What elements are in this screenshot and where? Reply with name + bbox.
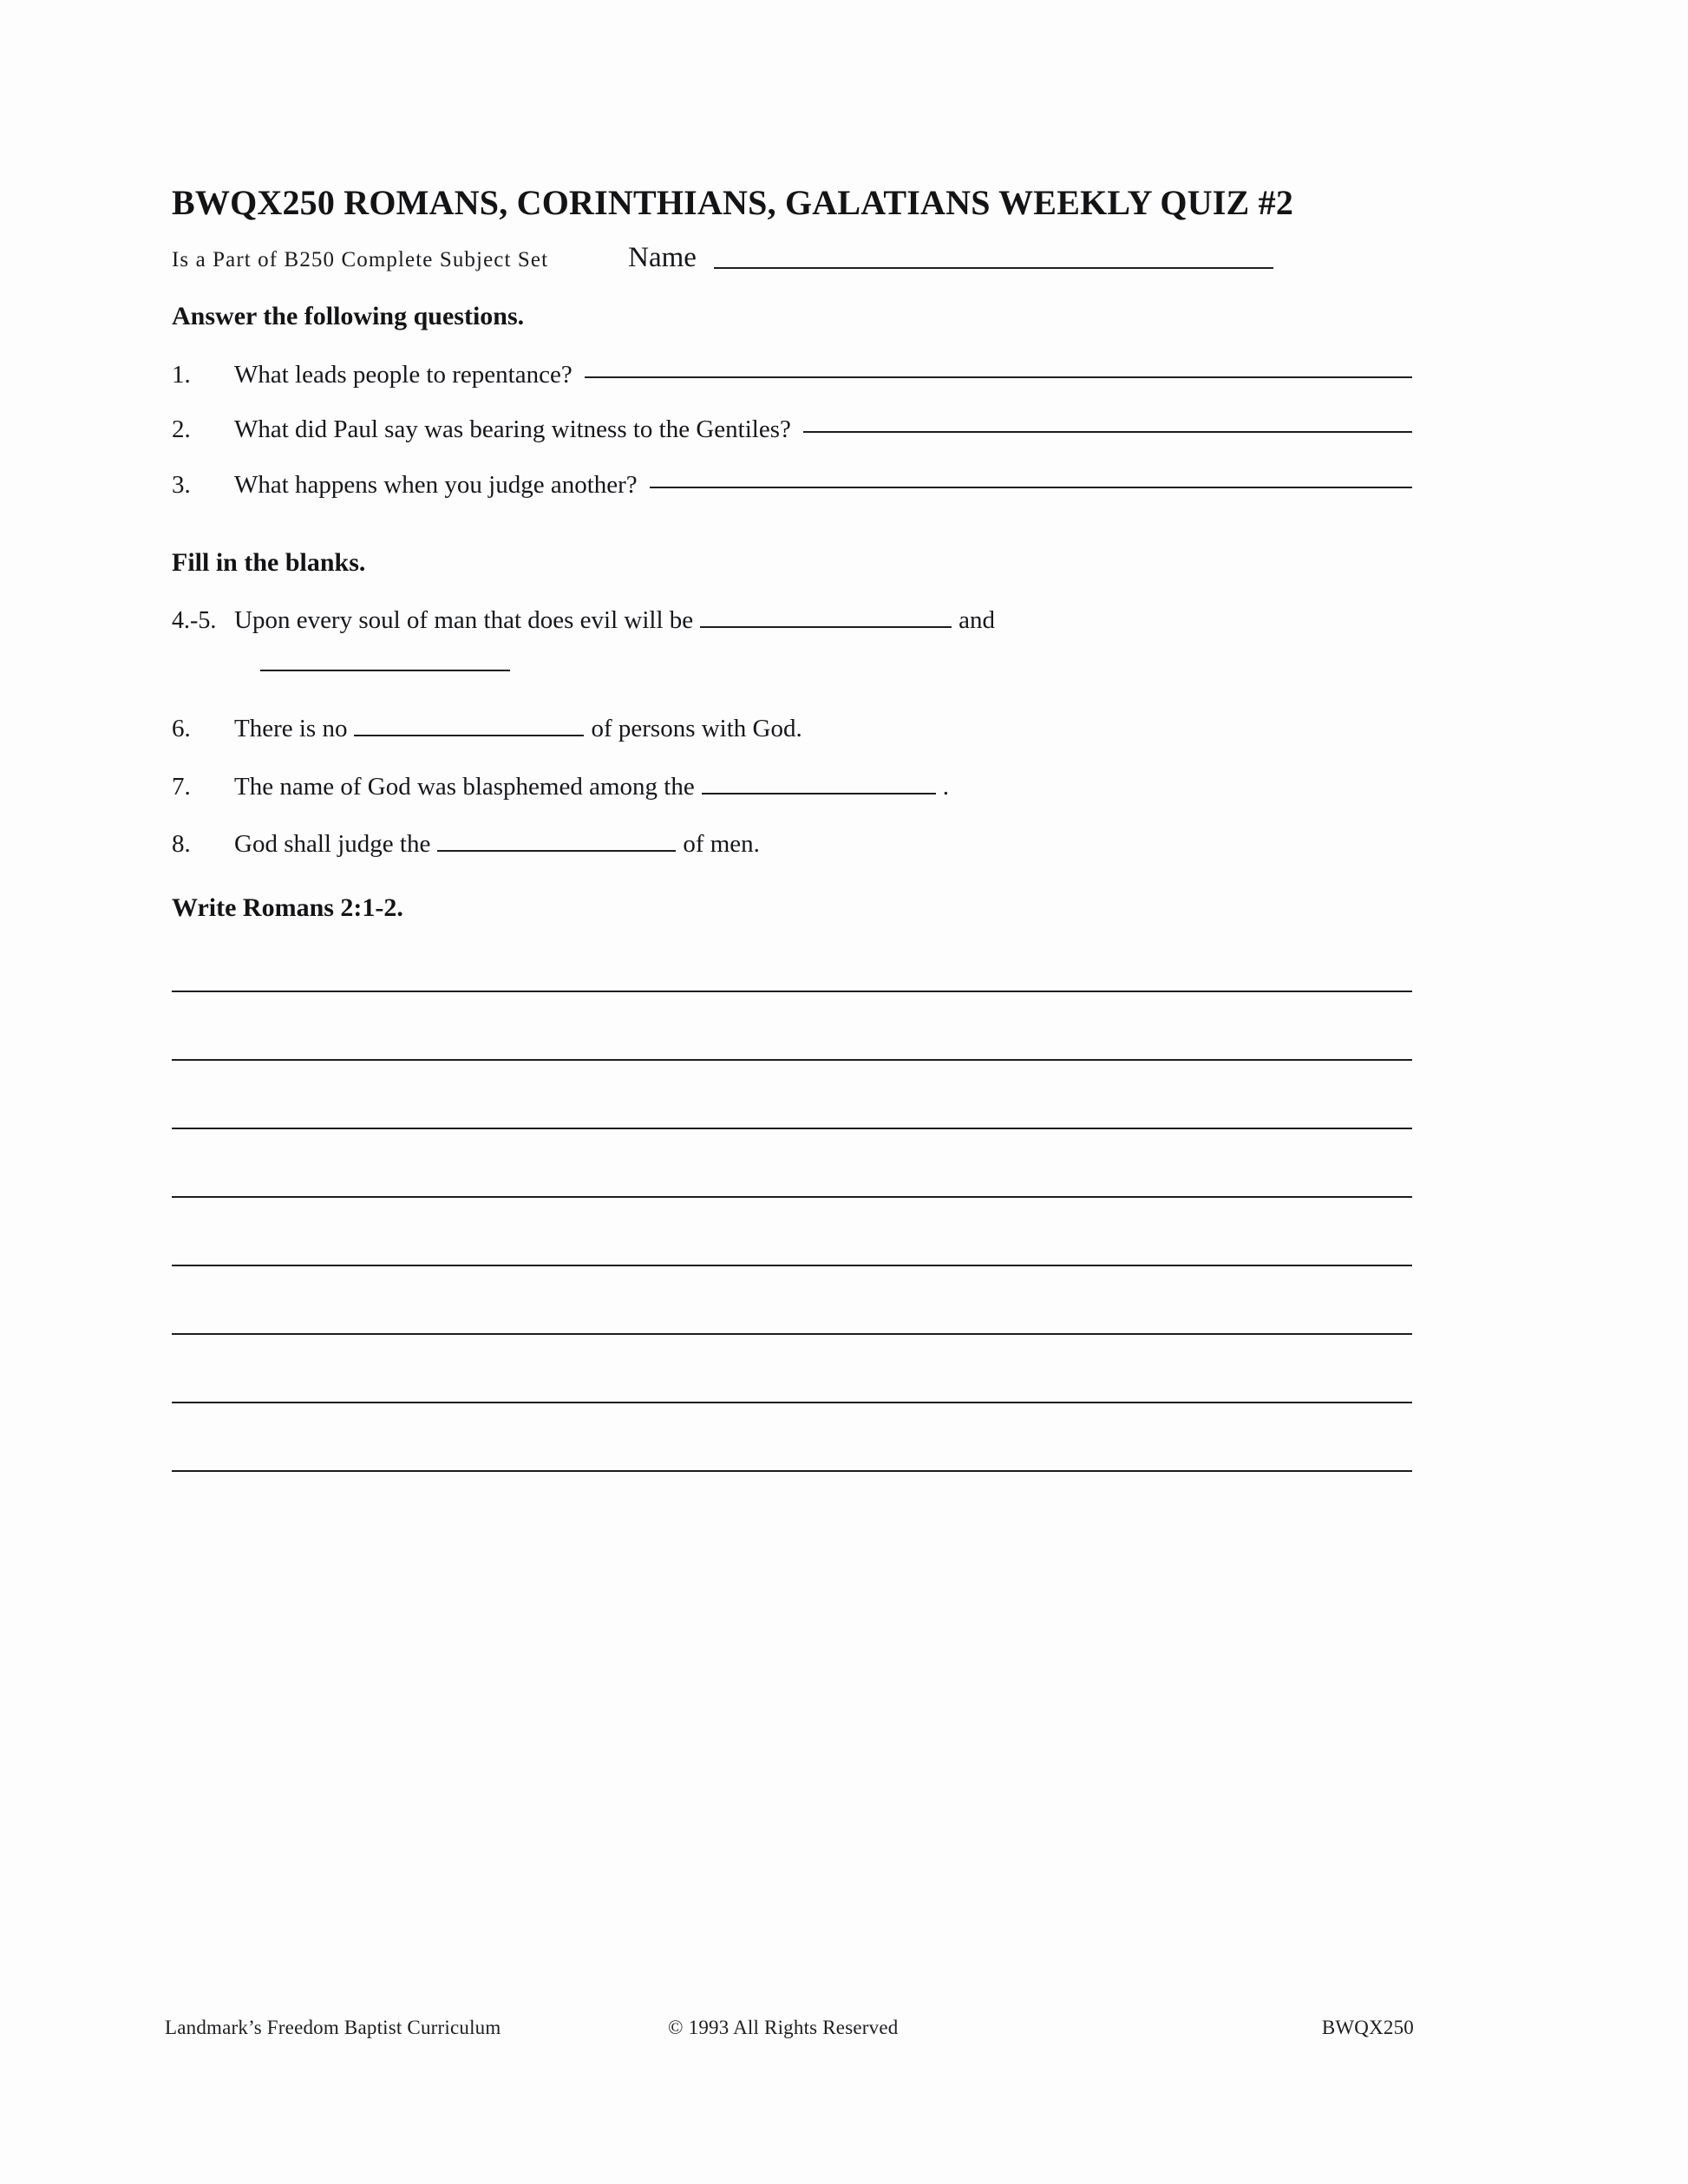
- page-title: BWQX250 ROMANS, CORINTHIANS, GALATIANS WEEKLY QUIZ #2: [172, 183, 1294, 222]
- blank-field-7[interactable]: [702, 770, 936, 794]
- page-footer: [165, 2017, 1414, 2039]
- name-label: Name: [628, 242, 697, 273]
- question-row-5-continuation: [260, 647, 1412, 676]
- write-line[interactable]: [172, 1196, 1412, 1198]
- subtitle-row: [172, 242, 1412, 276]
- section-head-write-verse: Write Romans 2:1-2.: [172, 893, 403, 923]
- question-text-after: and: [958, 606, 996, 635]
- question-row-4-5: [172, 604, 1412, 635]
- footer-document-code: BWQX250: [1321, 2017, 1414, 2038]
- section-head-fill-blanks: Fill in the blanks.: [172, 548, 366, 578]
- question-text: What did Paul say was bearing witness to the Gentiles?: [234, 415, 791, 444]
- write-line[interactable]: [172, 1059, 1412, 1061]
- question-number: 3.: [172, 470, 191, 499]
- write-line[interactable]: [172, 1265, 1412, 1266]
- question-row-1: [172, 361, 1412, 389]
- spacer: [172, 885, 1412, 893]
- write-line[interactable]: [172, 1333, 1412, 1335]
- write-line[interactable]: [172, 1470, 1412, 1472]
- question-number: 8.: [172, 830, 191, 859]
- question-text-before: God shall judge the: [234, 830, 431, 859]
- answer-line-2[interactable]: [803, 430, 1412, 433]
- question-text: What leads people to repentance?: [234, 361, 572, 389]
- question-text-before: The name of God was blasphemed among the: [234, 772, 695, 801]
- question-row-2: [172, 415, 1412, 444]
- blank-field-6[interactable]: [354, 712, 584, 736]
- blank-field-5[interactable]: [260, 647, 510, 671]
- question-row-7: [172, 770, 1412, 801]
- question-text-after: of men.: [683, 830, 760, 859]
- blank-field-4[interactable]: [700, 604, 952, 628]
- footer-copyright: © 1993 All Rights Reserved: [668, 2017, 899, 2038]
- spacer: [172, 526, 1412, 548]
- write-line[interactable]: [172, 1402, 1412, 1403]
- question-text-after: .: [942, 772, 949, 801]
- part-of-set-label: Is a Part of B250 Complete Subject Set: [172, 248, 549, 271]
- question-text-after: of persons with God.: [591, 715, 802, 743]
- answer-line-3[interactable]: [650, 486, 1412, 488]
- question-row-6: [172, 712, 1412, 743]
- section-head-answer: Answer the following questions.: [172, 302, 525, 330]
- question-number: 2.: [172, 415, 191, 444]
- name-input-line[interactable]: [714, 266, 1273, 269]
- blank-field-8[interactable]: [437, 827, 676, 852]
- question-text-before: There is no: [234, 715, 348, 743]
- question-text-before: Upon every soul of man that does evil will be: [234, 606, 694, 635]
- question-row-8: [172, 827, 1412, 859]
- write-line[interactable]: [172, 991, 1412, 992]
- write-line[interactable]: [172, 1128, 1412, 1129]
- write-answer-lines: [172, 991, 1412, 1472]
- question-number: 6.: [172, 715, 191, 743]
- footer-publisher: Landmark’s Freedom Baptist Curriculum: [165, 2017, 501, 2038]
- question-number: 1.: [172, 361, 191, 389]
- question-text: What happens when you judge another?: [234, 470, 638, 499]
- question-number: 7.: [172, 772, 191, 801]
- worksheet-body: [172, 182, 1412, 1472]
- question-row-3: [172, 471, 1412, 500]
- answer-line-1[interactable]: [585, 376, 1412, 378]
- question-number: 4.-5.: [172, 607, 217, 635]
